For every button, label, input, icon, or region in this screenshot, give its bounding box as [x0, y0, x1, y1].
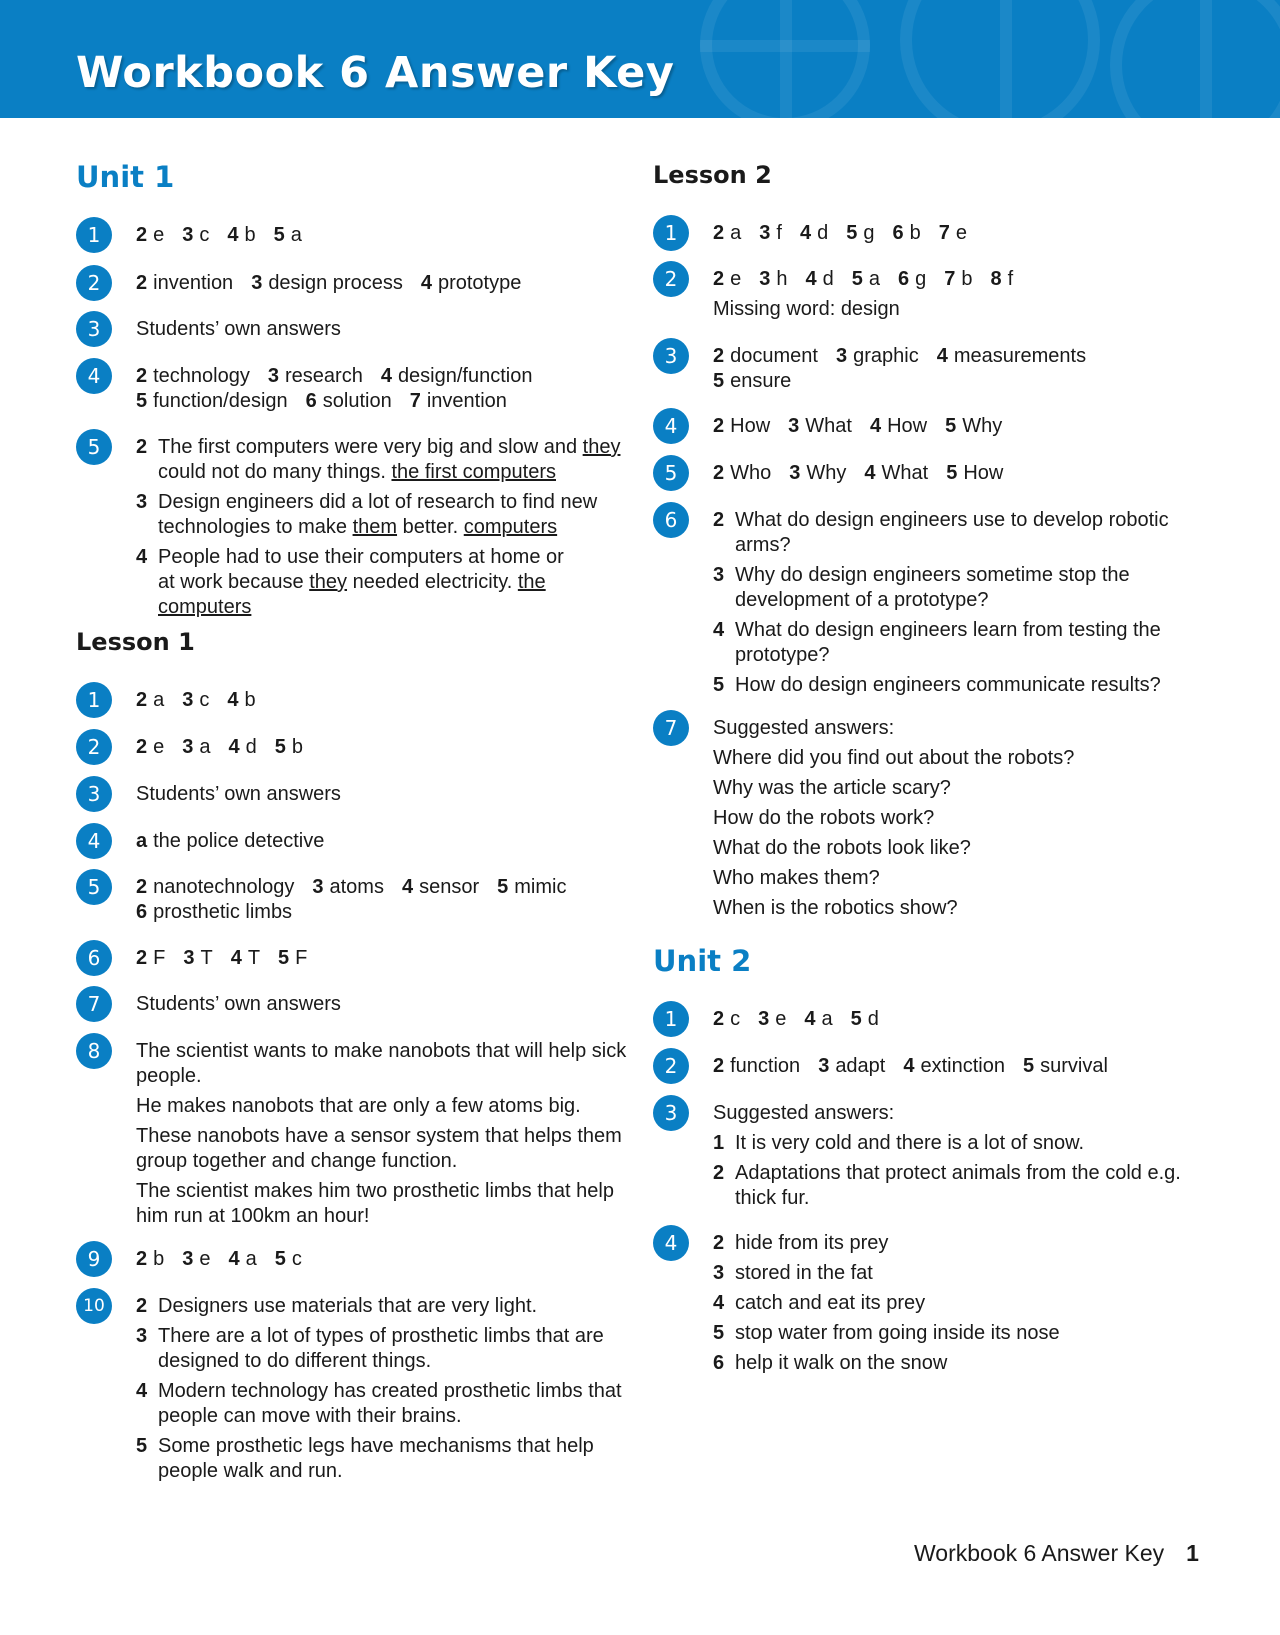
answer: 5 a [273, 224, 302, 246]
answer-line: Who makes them? [713, 867, 880, 889]
exercise-number: 7 [653, 710, 689, 746]
answer-text: Students’ own answers [136, 783, 341, 805]
exercise-number: 1 [76, 682, 112, 718]
answer: 8 f [990, 268, 1014, 290]
answer: 4 measurements [936, 345, 1087, 367]
answer: 4 extinction [903, 1055, 1005, 1077]
answer-list [713, 344, 1213, 369]
answer: 5 d [850, 1008, 879, 1030]
exercise-number: 4 [653, 408, 689, 444]
answer-list [713, 414, 1213, 439]
exercise-number: 1 [653, 1001, 689, 1037]
page-number: 1 [1186, 1540, 1199, 1566]
answer-item: 4 catch and eat its prey [713, 1292, 926, 1314]
decoration-bar [780, 0, 792, 118]
exercise-number: 8 [76, 1033, 112, 1069]
answer: 3 T [183, 947, 213, 969]
answer-line: Why was the article scary? [713, 777, 951, 799]
answer: 5 a [851, 268, 880, 290]
unit1-exercise-2 [76, 271, 636, 296]
answer-paragraph: The scientist wants to make nanobots that will help sick people. [136, 1040, 627, 1087]
exercise-number: 6 [76, 940, 112, 976]
exercise-number: 2 [653, 261, 689, 297]
answer: 4 T [230, 947, 261, 969]
answer-list [136, 900, 636, 925]
answer: 5 b [274, 736, 303, 758]
answer-item: 3 Design engineers did a lot of research to find new technologies to make them better. computers [136, 491, 598, 538]
answer-item: 5 How do design engineers communicate results? [713, 674, 1161, 696]
answer: 5 g [846, 222, 875, 244]
exercise-number: 7 [76, 986, 112, 1022]
lesson1-exercise-1 [76, 688, 636, 713]
answer-item: 3 There are a lot of types of prosthetic limbs that are designed to do different things. [136, 1325, 604, 1372]
answer-line: Suggested answers: [713, 717, 895, 739]
answer: 2 a [713, 222, 742, 244]
answer-paragraph: He makes nanobots that are only a few atoms big. [136, 1095, 581, 1117]
decoration-bar [700, 40, 870, 52]
lesson-1-title: Lesson 1 [76, 628, 195, 656]
answer-item: 3 stored in the fat [713, 1262, 873, 1284]
lesson2-exercise-3 [653, 344, 1213, 394]
answer-item: 4 People had to use their computers at home or at work because they needed electricity. the computers [136, 546, 564, 618]
unit-1-title: Unit 1 [76, 160, 175, 194]
answer: 5 ensure [713, 370, 792, 392]
answer-list [136, 271, 636, 296]
answer: 3 c [182, 689, 210, 711]
answer: 6 g [898, 268, 927, 290]
exercise-number: 5 [76, 429, 112, 465]
header-banner [0, 0, 1280, 118]
answer: 3 Why [789, 462, 847, 484]
unit-2-title: Unit 2 [653, 944, 752, 978]
exercise-number: 3 [76, 776, 112, 812]
answer: 3 adapt [818, 1055, 886, 1077]
exercise-number: 1 [653, 215, 689, 251]
answer: 2 nanotechnology [136, 876, 295, 898]
lesson1-exercise-4: 4 a the police detective [76, 829, 636, 854]
answer-paragraph: The scientist makes him two prosthetic limbs that help him run at 100km an hour! [136, 1180, 614, 1227]
unit1-exercise-1 [76, 223, 636, 248]
answer-list [136, 735, 636, 760]
answer: 7 e [938, 222, 967, 244]
answer-item: 5 Some prosthetic legs have mechanisms that help people walk and run. [136, 1435, 594, 1482]
answer: 5 F [278, 947, 308, 969]
unit1-exercise-5 [76, 435, 636, 625]
answer-list [136, 223, 636, 248]
exercise-number: 5 [653, 455, 689, 491]
lesson-2-title: Lesson 2 [653, 161, 772, 189]
unit2-exercise-1 [653, 1007, 1213, 1032]
answer: 4 d [228, 736, 257, 758]
answer-item: 4 Modern technology has created prosthetic limbs that people can move with their brains. [136, 1380, 622, 1427]
exercise-number: 9 [76, 1241, 112, 1277]
exercise-number: 6 [653, 502, 689, 538]
answer-list [136, 364, 636, 389]
answer-paragraph: These nanobots have a sensor system that helps them group together and change function. [136, 1125, 622, 1172]
answer-list [136, 946, 636, 971]
answer: 4 What [864, 462, 929, 484]
answer: 7 b [944, 268, 973, 290]
answer-items [713, 1231, 1213, 1376]
answer: 4 How [869, 415, 928, 437]
lesson2-exercise-4 [653, 414, 1213, 439]
decoration-bar [1000, 0, 1012, 118]
answer: 2 e [136, 224, 165, 246]
answer: 3 graphic [835, 345, 919, 367]
answer: 2 e [136, 736, 165, 758]
answer: 2 F [136, 947, 166, 969]
answer-line: How do the robots work? [713, 807, 935, 829]
answer: 4 design/function [380, 365, 533, 387]
exercise-number: 4 [76, 823, 112, 859]
answer-item: 2 Designers use materials that are very light. [136, 1295, 538, 1317]
unit2-exercise-4 [653, 1231, 1213, 1381]
globe-decoration-icon [1110, 0, 1280, 118]
answer: 2 c [713, 1008, 741, 1030]
lesson1-exercise-2 [76, 735, 636, 760]
unit2-exercise-2 [653, 1054, 1213, 1079]
answer-item: 4 What do design engineers learn from testing the prototype? [713, 619, 1161, 666]
answer-item: 3 Why do design engineers sometime stop the development of a prototype? [713, 564, 1130, 611]
answer: 6 prosthetic limbs [136, 901, 293, 923]
answer: 5 survival [1023, 1055, 1108, 1077]
missing-word: Missing word: design [713, 298, 900, 320]
exercise-number: 4 [653, 1225, 689, 1261]
lesson2-exercise-2 [653, 267, 1213, 322]
unit1-exercise-3 [76, 317, 636, 342]
answer: 4 prototype [420, 272, 522, 294]
answer-list [136, 875, 636, 900]
answer-list [713, 369, 1213, 394]
answer: 3 a [182, 736, 211, 758]
exercise-number: 3 [76, 311, 112, 347]
answer-intro: Suggested answers: [713, 1102, 895, 1124]
answer: 2 e [713, 268, 742, 290]
answer: 4 a [804, 1008, 833, 1030]
lesson2-exercise-5 [653, 461, 1213, 486]
unit2-exercise-3 [653, 1101, 1213, 1216]
answer: 4 b [227, 689, 256, 711]
answer-item: 2 What do design engineers use to develop robotic arms? [713, 509, 1169, 556]
answer: 3 c [182, 224, 210, 246]
exercise-number: 10 [76, 1288, 112, 1324]
answer-item: 5 stop water from going inside its nose [713, 1322, 1060, 1344]
answer-list [136, 389, 636, 414]
answer: 5 c [274, 1248, 302, 1270]
answer: 3 What [788, 415, 852, 437]
answer-text: Students’ own answers [136, 993, 341, 1015]
answer-items [136, 1294, 636, 1484]
answer-item: 2 Adaptations that protect animals from the cold e.g. thick fur. [713, 1162, 1181, 1209]
exercise-number: 1 [76, 217, 112, 253]
exercise-number: 5 [76, 869, 112, 905]
page-title: Workbook 6 Answer Key [76, 48, 675, 98]
decoration-bar [1200, 0, 1212, 118]
lesson1-exercise-10 [76, 1294, 636, 1489]
answer: 7 invention [409, 390, 507, 412]
answer: 4 a [228, 1248, 257, 1270]
lesson1-exercise-7 [76, 992, 636, 1017]
answer: 2 b [136, 1248, 165, 1270]
answer: 3 atoms [312, 876, 384, 898]
lesson1-exercise-8 [76, 1039, 636, 1234]
answer: 4 d [799, 222, 829, 244]
answer-list [713, 1054, 1213, 1079]
answer: 3 h [759, 268, 788, 290]
answer: 2 document [713, 345, 818, 367]
footer-label: Workbook 6 Answer Key [914, 1540, 1165, 1566]
answer: 3 f [759, 222, 782, 244]
lesson1-exercise-9 [76, 1247, 636, 1272]
answer: 3 research [267, 365, 363, 387]
answer-line: What do the robots look like? [713, 837, 971, 859]
answer-text: Students’ own answers [136, 318, 341, 340]
answer: 3 e [758, 1008, 787, 1030]
answer: 5 function/design [136, 390, 288, 412]
answer-item: 6 help it walk on the snow [713, 1352, 948, 1374]
answer: 4 sensor [401, 876, 480, 898]
answer: 2 function [713, 1055, 801, 1077]
exercise-number: 2 [653, 1048, 689, 1084]
lesson1-exercise-3 [76, 782, 636, 807]
answer-list [136, 688, 636, 713]
answer: 5 Why [945, 415, 1003, 437]
answer: 5 mimic [497, 876, 567, 898]
answer: 4 d [805, 268, 834, 290]
answer: 2 technology [136, 365, 250, 387]
answer-line: Where did you find out about the robots? [713, 747, 1075, 769]
answer-list [136, 1247, 636, 1272]
answer: 6 solution [305, 390, 392, 412]
answer-line: When is the robotics show? [713, 897, 958, 919]
exercise-number: 2 [76, 265, 112, 301]
answer: 2 a [136, 689, 165, 711]
answer-item: 2 hide from its prey [713, 1232, 889, 1254]
lesson2-exercise-7 [653, 716, 1213, 926]
answer: 2 How [713, 415, 771, 437]
answer-list [713, 461, 1213, 486]
answer: 6 b [892, 222, 921, 244]
answer-item: 1 It is very cold and there is a lot of snow. [713, 1132, 1085, 1154]
answer: 2 Who [713, 462, 772, 484]
answer-items [713, 508, 1213, 698]
lesson2-exercise-1 [653, 221, 1213, 246]
exercise-number: 4 [76, 358, 112, 394]
answer-items [713, 1131, 1213, 1211]
lesson2-exercise-6 [653, 508, 1213, 703]
answer-item: 2 The first computers were very big and slow and they could not do many things. the first computers [136, 436, 621, 483]
page-footer [914, 1540, 1199, 1567]
unit1-exercise-4 [76, 364, 636, 414]
answer-list [713, 221, 1213, 246]
answer: 3 e [182, 1248, 211, 1270]
exercise-number: 2 [76, 729, 112, 765]
exercise-number: 3 [653, 1095, 689, 1131]
exercise-number: 3 [653, 338, 689, 374]
lesson1-exercise-5 [76, 875, 636, 925]
answer: 3 design process [251, 272, 403, 294]
answer-list [713, 267, 1213, 292]
answer: 2 invention [136, 272, 234, 294]
answer-list [713, 1007, 1213, 1032]
lesson1-exercise-6 [76, 946, 636, 971]
answer: 4 b [227, 224, 256, 246]
answer: 5 How [946, 462, 1004, 484]
